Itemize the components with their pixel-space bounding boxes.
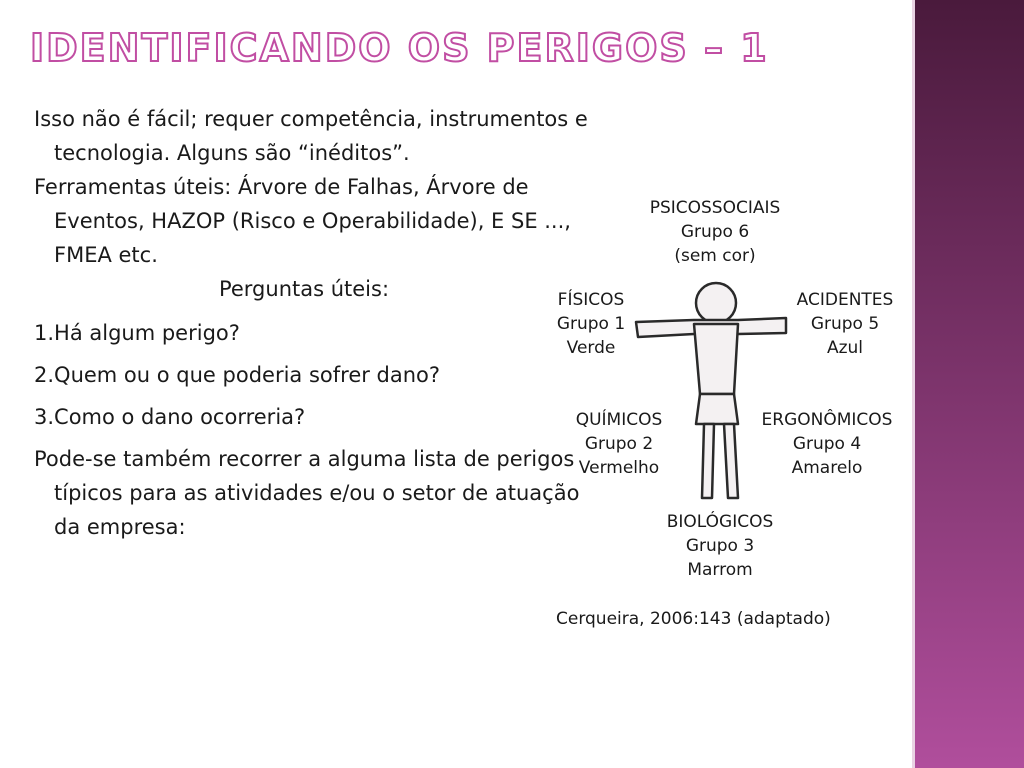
label-color: Vermelho [578, 458, 660, 478]
figure-left-leg [702, 424, 714, 498]
subheading: Perguntas úteis: [218, 277, 390, 301]
label-color: Amarelo [791, 458, 863, 478]
closing-paragraph: Pode-se também recorrer a alguma lista de perigos típicos para as atividades e/ou o setor de atuação da empresa: [34, 447, 580, 539]
bullet-paragraph: Isso não é fácil; requer competência, instrumentos e tecnologia. Alguns são “inéditos”. [34, 107, 588, 165]
label-psicossociais [640, 196, 790, 268]
figure-torso [694, 324, 738, 394]
figure-right-leg [724, 424, 738, 498]
diagram-source-caption: Cerqueira, 2006:143 (adaptado) [556, 609, 831, 629]
decorative-sidebar [912, 0, 1024, 768]
label-name: QUÍMICOS [575, 410, 663, 430]
label-name: PSICOSSOCIAIS [649, 198, 781, 218]
figure-head [696, 283, 736, 323]
slide-title: IDENTIFICANDO OS PERIGOS – 1 [30, 26, 769, 70]
label-group: Grupo 6 [680, 222, 750, 242]
label-fisicos [541, 288, 641, 360]
label-group: Grupo 1 [556, 314, 626, 334]
label-group: Grupo 4 [792, 434, 862, 454]
label-color: Azul [826, 338, 864, 358]
label-biologicos [648, 510, 792, 582]
label-name: ACIDENTES [796, 290, 894, 310]
question-item: 2.Quem ou o que poderia sofrer dano? [34, 363, 441, 387]
label-group: Grupo 5 [810, 314, 880, 334]
question-item: 3.Como o dano ocorreria? [34, 405, 306, 429]
label-color: Marrom [687, 560, 753, 580]
label-color: Verde [566, 338, 616, 358]
bullet-paragraph: Ferramentas úteis: Árvore de Falhas, Árvore de Eventos, HAZOP (Risco e Operabilidade), E SE ..., FMEA etc. [34, 175, 571, 267]
label-name: ERGONÔMICOS [761, 410, 893, 430]
human-figure-icon [628, 276, 818, 506]
question-item: 1.Há algum perigo? [34, 321, 240, 345]
label-name: BIOLÓGICOS [666, 512, 774, 532]
sidebar-edge-line [912, 0, 915, 768]
label-name: FÍSICOS [557, 290, 625, 310]
label-group: Grupo 2 [584, 434, 654, 454]
figure-skirt [696, 394, 738, 424]
label-color: (sem cor) [674, 246, 756, 266]
slide-body [34, 102, 604, 544]
label-group: Grupo 3 [685, 536, 755, 556]
